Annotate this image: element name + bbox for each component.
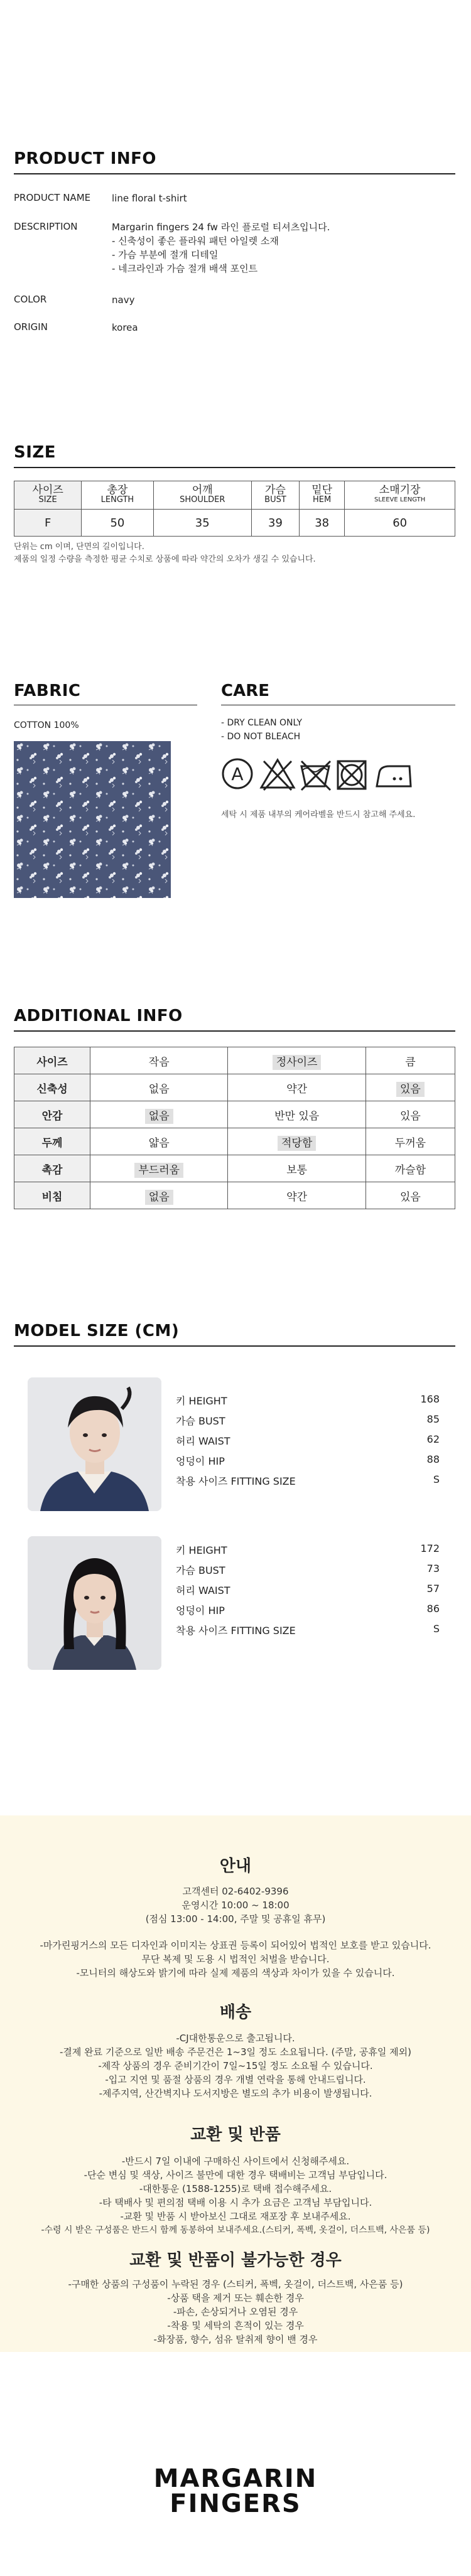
notice-line: -제주지역, 산간벽지나 도서지방은 별도의 추가 비용이 발생됩니다. bbox=[99, 2088, 372, 2099]
care-icons bbox=[221, 755, 435, 794]
description-line: Margarin fingers 24 fw 라인 플로럴 티셔츠입니다. bbox=[112, 222, 330, 233]
size-cell: 60 bbox=[345, 510, 455, 537]
notice-line: -구매한 상품의 구성품이 누락된 경우 (스티커, 폭벡, 옷걸이, 더스트백, 사은품 등) bbox=[68, 2279, 403, 2290]
product-info-title: PRODUCT INFO bbox=[14, 149, 157, 168]
no-tumble-icon bbox=[301, 761, 330, 790]
row-label: 안감 bbox=[14, 1101, 90, 1128]
origin-label: ORIGIN bbox=[14, 321, 48, 333]
model-stat-row: 가슴 BUST 73 bbox=[176, 1563, 440, 1576]
product-name-value: line floral t-shirt bbox=[112, 193, 187, 204]
option: 까슬함 bbox=[394, 1163, 426, 1177]
option-selected: 정사이즈 bbox=[273, 1055, 322, 1070]
size-cell: 35 bbox=[153, 510, 251, 537]
size-table bbox=[14, 481, 455, 537]
row-label: 촉감 bbox=[14, 1155, 90, 1182]
brand-logo: MARGARIN FINGERS bbox=[153, 2464, 318, 2518]
fabric-composition: COTTON 100% bbox=[14, 720, 79, 730]
size-cell: F bbox=[14, 510, 82, 537]
option: 얇음 bbox=[148, 1136, 170, 1150]
divider bbox=[14, 1030, 455, 1032]
additional-row bbox=[14, 1155, 455, 1182]
option: 보통 bbox=[286, 1163, 308, 1177]
option-selected: 있음 bbox=[396, 1082, 425, 1097]
option: 없음 bbox=[148, 1082, 170, 1096]
option: 반만 있음 bbox=[274, 1109, 320, 1123]
additional-info-title: ADDITIONAL INFO bbox=[14, 1007, 183, 1025]
model-stat-row: 엉덩이 HIP 88 bbox=[176, 1453, 440, 1467]
notice-line: -제작 상품의 경우 준비기간이 7일~15일 정도 소요될 수 있습니다. bbox=[98, 2060, 373, 2071]
option: 있음 bbox=[399, 1190, 421, 1204]
row-label: 두께 bbox=[14, 1128, 90, 1155]
care-title: CARE bbox=[221, 681, 269, 700]
fabric-title: FABRIC bbox=[14, 681, 81, 700]
notice-line: -단순 변심 및 색상, 사이즈 불만에 대한 경우 택배비는 고객님 부담입니다. bbox=[84, 2169, 387, 2181]
row-label: 사이즈 bbox=[14, 1047, 90, 1074]
bust-header: 가슴 BUST bbox=[251, 481, 299, 510]
description-line: - 네크라인과 가슴 절개 배색 포인트 bbox=[112, 263, 258, 274]
model-stat-row: 허리 WAIST 57 bbox=[176, 1583, 440, 1596]
option-selected: 적당함 bbox=[278, 1136, 316, 1151]
svg-text:A: A bbox=[231, 764, 244, 784]
size-header: 사이즈 SIZE bbox=[14, 481, 82, 510]
notice-line: -모니터의 해상도와 밝기에 따라 실제 제품의 색상과 차이가 있을 수 있습니다. bbox=[76, 1967, 395, 1979]
notice-line: -수령 시 받은 구성품은 반드시 함께 동봉하여 보내주세요.(스티커, 폭벡, 옷걸이, 더스트백, 사은품 등) bbox=[41, 2225, 430, 2235]
option: 약간 bbox=[286, 1082, 308, 1096]
model-stat-row: 키 HEIGHT 168 bbox=[176, 1393, 440, 1407]
notice-line: -파손, 손상되거나 오염된 경우 bbox=[173, 2306, 298, 2317]
notice-line: -상품 택을 제거 또는 훼손한 경우 bbox=[167, 2292, 304, 2304]
additional-info-table bbox=[14, 1047, 455, 1209]
exchange-title: 교환 및 반품 bbox=[190, 2125, 281, 2144]
fabric-swatch-image bbox=[14, 741, 171, 898]
dry-clean-a-icon bbox=[223, 759, 252, 788]
no-exchange-title: 교환 및 반품이 불가능한 경우 bbox=[129, 2251, 342, 2270]
iron-icon bbox=[377, 766, 411, 786]
additional-row bbox=[14, 1101, 455, 1128]
guide-title: 안내 bbox=[219, 1857, 252, 1876]
size-note: 제품의 일정 수량을 측정한 평균 수치로 상품에 따라 약간의 오차가 생길 수 있습니다. bbox=[14, 555, 316, 564]
divider bbox=[14, 173, 455, 174]
notice-line: -CJ대한통운으로 출고됩니다. bbox=[176, 2033, 295, 2044]
option: 작음 bbox=[148, 1056, 170, 1069]
notice-line: 고객센터 02-6402-9396 bbox=[182, 1886, 289, 1897]
color-value: navy bbox=[112, 294, 135, 306]
model-stat-row: 허리 WAIST 62 bbox=[176, 1433, 440, 1447]
divider bbox=[14, 467, 455, 468]
size-cell: 50 bbox=[82, 510, 153, 537]
size-cell: 38 bbox=[300, 510, 345, 537]
size-note: 단위는 cm 이며, 단면의 길이입니다. bbox=[14, 542, 144, 552]
model-stat-row: 엉덩이 HIP 86 bbox=[176, 1603, 440, 1617]
care-line: - DRY CLEAN ONLY bbox=[221, 718, 303, 728]
shipping-title: 배송 bbox=[219, 2003, 252, 2022]
notice-line: 운영시간 10:00 ~ 18:00 bbox=[181, 1900, 290, 1911]
model-stat-row: 키 HEIGHT 172 bbox=[176, 1542, 440, 1556]
additional-row bbox=[14, 1128, 455, 1155]
model-photo bbox=[28, 1377, 161, 1511]
notice-line: -마가린핑거스의 모든 디자인과 이미지는 상표권 등록이 되어있어 법적인 보호를 받고 있습니다. bbox=[40, 1940, 431, 1951]
option-selected: 없음 bbox=[145, 1109, 173, 1124]
length-header: 총장 LENGTH bbox=[82, 481, 153, 510]
option: 두꺼움 bbox=[394, 1136, 426, 1150]
no-wash-icon bbox=[338, 761, 365, 789]
model-stat-row: 가슴 BUST 85 bbox=[176, 1413, 440, 1427]
notice-line: -화장품, 향수, 섬유 탈취제 향이 밴 경우 bbox=[153, 2334, 318, 2345]
shoulder-header: 어깨 SHOULDER bbox=[153, 481, 251, 510]
size-title: SIZE bbox=[14, 443, 57, 462]
hem-header: 밑단 HEM bbox=[300, 481, 345, 510]
notice-box bbox=[0, 1815, 471, 2352]
size-cell: 39 bbox=[251, 510, 299, 537]
option: 큼 bbox=[405, 1056, 416, 1069]
description-line: - 신축성이 좋은 플라워 패턴 아일렛 소재 bbox=[112, 235, 279, 247]
divider bbox=[14, 1345, 455, 1347]
sleeve-header: 소매기장 SLEEVE LENGTH bbox=[345, 481, 455, 510]
care-line: - DO NOT BLEACH bbox=[221, 732, 301, 742]
model-stat-row: 착용 사이즈 FITTING SIZE S bbox=[176, 1623, 440, 1637]
notice-line: -결제 완료 기준으로 일반 배송 주문건은 1~3일 정도 소요됩니다. (주말, 공휴일 제외) bbox=[60, 2046, 411, 2058]
care-note: 세탁 시 제품 내부의 케어라벨을 반드시 참고해 주세요. bbox=[221, 810, 416, 820]
row-label: 신축성 bbox=[14, 1074, 90, 1101]
notice-line: -입고 지연 및 품절 상품의 경우 개별 연락을 통해 안내드립니다. bbox=[105, 2074, 366, 2085]
no-bleach-icon bbox=[261, 760, 294, 790]
notice-line: 무단 복제 및 도용 시 법적인 처벌을 받습니다. bbox=[141, 1953, 330, 1965]
notice-line: (점심 13:00 - 14:00, 주말 및 공휴일 휴무) bbox=[145, 1913, 326, 1925]
description-label: DESCRIPTION bbox=[14, 221, 78, 232]
additional-row bbox=[14, 1047, 455, 1074]
model-stat-row: 착용 사이즈 FITTING SIZE S bbox=[176, 1473, 440, 1487]
notice-line: -대한통운 (1588-1255)로 택배 접수해주세요. bbox=[139, 2183, 332, 2194]
option-selected: 부드러움 bbox=[134, 1163, 183, 1178]
notice-line: -교환 및 반품 시 받아보신 그대로 재포장 후 보내주세요. bbox=[120, 2211, 351, 2222]
notice-line: -타 택배사 및 편의점 택배 이용 시 추가 요금은 고객님 부담입니다. bbox=[99, 2197, 372, 2208]
option: 있음 bbox=[399, 1109, 421, 1123]
color-label: COLOR bbox=[14, 294, 47, 305]
description-line: - 가슴 부분에 절개 디테일 bbox=[112, 249, 219, 260]
origin-value: korea bbox=[112, 322, 138, 333]
option-selected: 없음 bbox=[145, 1190, 173, 1205]
notice-line: -착용 및 세탁의 흔적이 있는 경우 bbox=[167, 2320, 304, 2331]
product-name-label: PRODUCT NAME bbox=[14, 192, 91, 203]
notice-line: -반드시 7일 이내에 구매하신 사이트에서 신청해주세요. bbox=[121, 2156, 350, 2167]
row-label: 비침 bbox=[14, 1182, 90, 1209]
model-photo bbox=[28, 1536, 161, 1670]
additional-row bbox=[14, 1182, 455, 1209]
model-size-title: MODEL SIZE (CM) bbox=[14, 1322, 180, 1340]
option: 약간 bbox=[286, 1190, 308, 1204]
additional-row bbox=[14, 1074, 455, 1101]
